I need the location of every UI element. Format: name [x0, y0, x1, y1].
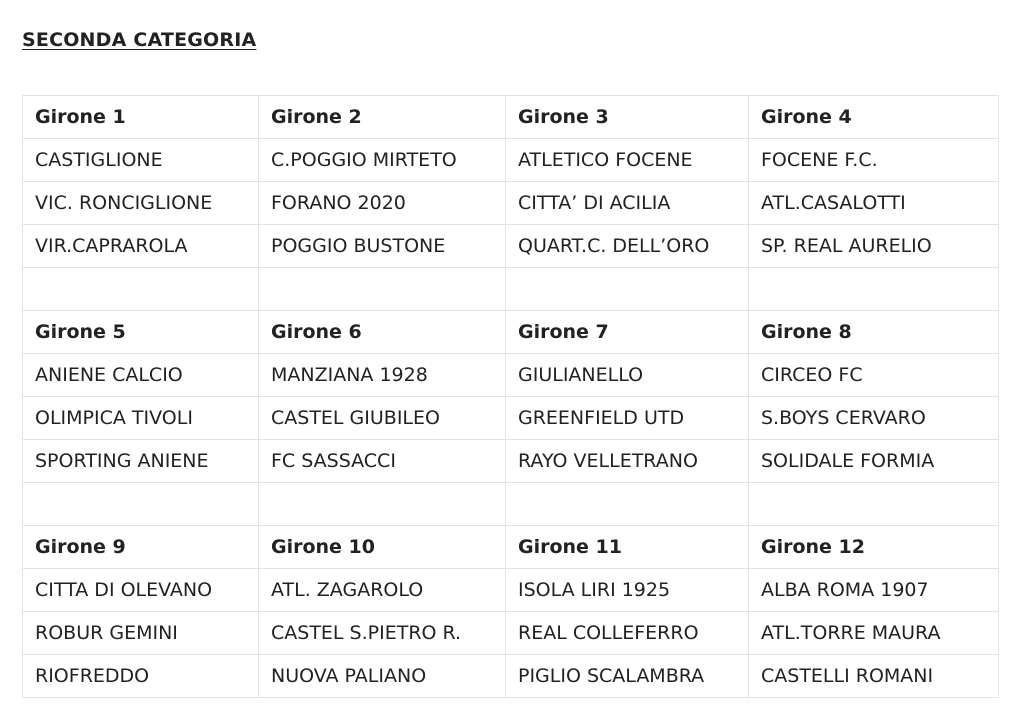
team-cell: ATL.CASALOTTI	[749, 182, 999, 225]
table-row	[23, 612, 999, 655]
group-header: Girone 3	[506, 96, 749, 139]
empty-cell	[506, 268, 749, 311]
team-cell: VIC. RONCIGLIONE	[23, 182, 259, 225]
empty-cell	[749, 268, 999, 311]
team-cell: GIULIANELLO	[506, 354, 749, 397]
group-header: Girone 8	[749, 311, 999, 354]
team-cell: ATLETICO FOCENE	[506, 139, 749, 182]
team-cell: VIR.CAPRAROLA	[23, 225, 259, 268]
table-row	[23, 397, 999, 440]
team-cell: NUOVA PALIANO	[259, 655, 506, 698]
team-cell: OLIMPICA TIVOLI	[23, 397, 259, 440]
team-cell: CASTELLI ROMANI	[749, 655, 999, 698]
spacer-row	[23, 268, 999, 311]
table-row	[23, 655, 999, 698]
team-cell: SOLIDALE FORMIA	[749, 440, 999, 483]
team-cell: CITTA DI OLEVANO	[23, 569, 259, 612]
table-row	[23, 354, 999, 397]
groups-table	[22, 95, 999, 698]
team-cell: REAL COLLEFERRO	[506, 612, 749, 655]
team-cell: MANZIANA 1928	[259, 354, 506, 397]
group-header-row	[23, 311, 999, 354]
empty-cell	[23, 483, 259, 526]
team-cell: FORANO 2020	[259, 182, 506, 225]
group-header: Girone 2	[259, 96, 506, 139]
empty-cell	[506, 483, 749, 526]
team-cell: ATL.TORRE MAURA	[749, 612, 999, 655]
empty-cell	[259, 483, 506, 526]
team-cell: SPORTING ANIENE	[23, 440, 259, 483]
group-header-row	[23, 96, 999, 139]
team-cell: S.BOYS CERVARO	[749, 397, 999, 440]
group-header: Girone 1	[23, 96, 259, 139]
team-cell: CITTA’ DI ACILIA	[506, 182, 749, 225]
empty-cell	[23, 268, 259, 311]
team-cell: SP. REAL AURELIO	[749, 225, 999, 268]
team-cell: ALBA ROMA 1907	[749, 569, 999, 612]
group-header: Girone 7	[506, 311, 749, 354]
group-header: Girone 5	[23, 311, 259, 354]
team-cell: FOCENE F.C.	[749, 139, 999, 182]
team-cell: RIOFREDDO	[23, 655, 259, 698]
empty-cell	[259, 268, 506, 311]
team-cell: ATL. ZAGAROLO	[259, 569, 506, 612]
team-cell: CIRCEO FC	[749, 354, 999, 397]
table-row	[23, 139, 999, 182]
group-header-row	[23, 526, 999, 569]
team-cell: POGGIO BUSTONE	[259, 225, 506, 268]
table-row	[23, 440, 999, 483]
group-header: Girone 10	[259, 526, 506, 569]
team-cell: ANIENE CALCIO	[23, 354, 259, 397]
team-cell: PIGLIO SCALAMBRA	[506, 655, 749, 698]
table-row	[23, 225, 999, 268]
spacer-row	[23, 483, 999, 526]
group-header: Girone 4	[749, 96, 999, 139]
team-cell: CASTEL GIUBILEO	[259, 397, 506, 440]
team-cell: GREENFIELD UTD	[506, 397, 749, 440]
group-header: Girone 6	[259, 311, 506, 354]
team-cell: ISOLA LIRI 1925	[506, 569, 749, 612]
table-row	[23, 569, 999, 612]
page-title: SECONDA CATEGORIA	[22, 29, 257, 51]
group-header: Girone 9	[23, 526, 259, 569]
group-header: Girone 12	[749, 526, 999, 569]
table-row	[23, 182, 999, 225]
team-cell: QUART.C. DELL’ORO	[506, 225, 749, 268]
team-cell: CASTIGLIONE	[23, 139, 259, 182]
team-cell: ROBUR GEMINI	[23, 612, 259, 655]
group-header: Girone 11	[506, 526, 749, 569]
team-cell: RAYO VELLETRANO	[506, 440, 749, 483]
team-cell: C.POGGIO MIRTETO	[259, 139, 506, 182]
team-cell: FC SASSACCI	[259, 440, 506, 483]
team-cell: CASTEL S.PIETRO R.	[259, 612, 506, 655]
empty-cell	[749, 483, 999, 526]
